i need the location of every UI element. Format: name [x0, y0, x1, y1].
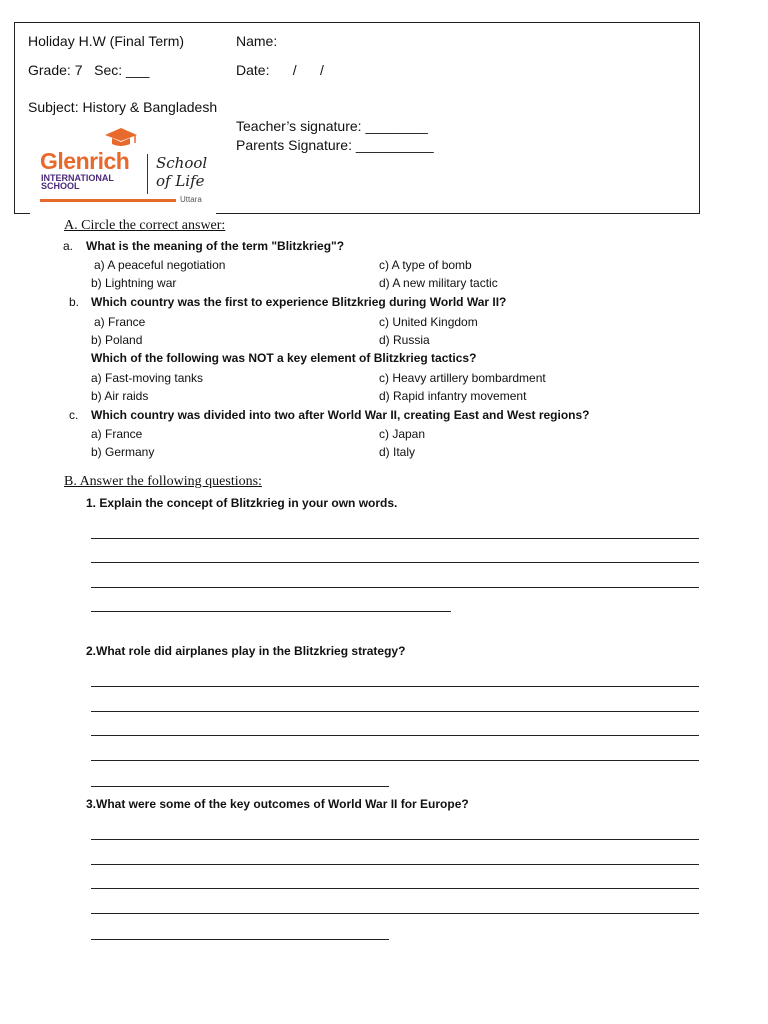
option-a: a) France — [91, 427, 143, 441]
answer-line[interactable] — [91, 562, 699, 563]
logo-line1: INTERNATIONAL — [41, 173, 114, 183]
option-c: c) United Kingdom — [379, 315, 478, 329]
option-d: d) A new military tactic — [379, 276, 498, 290]
logo-underline — [40, 199, 176, 202]
question-text: 2.What role did airplanes play in the Blitzkrieg strategy? — [86, 644, 406, 658]
question-marker: b. — [69, 295, 80, 309]
option-b: b) Germany — [91, 445, 155, 459]
option-a: a) A peaceful negotiation — [94, 258, 226, 272]
grade-label: Grade: 7 Sec: ___ — [28, 62, 150, 78]
graduation-cap-icon — [104, 126, 138, 148]
answer-line[interactable] — [91, 839, 699, 840]
answer-line[interactable] — [91, 760, 699, 761]
option-c: c) Japan — [379, 427, 426, 441]
logo-tagline-1: School — [156, 154, 208, 172]
option-b: b) Air raids — [91, 389, 149, 403]
answer-line[interactable] — [91, 939, 389, 940]
option-d: d) Italy — [379, 445, 416, 459]
question-text: Which country was the first to experience Blitzkrieg during World War II? — [91, 295, 507, 309]
logo-divider — [147, 154, 148, 194]
option-b: b) Poland — [91, 333, 143, 347]
answer-line[interactable] — [91, 538, 699, 539]
teacher-signature-label: Teacher’s signature: ________ — [236, 118, 428, 134]
option-c: c) A type of bomb — [379, 258, 472, 272]
answer-line[interactable] — [91, 587, 699, 588]
option-c: c) Heavy artillery bombardment — [379, 371, 546, 385]
logo-campus: Uttara — [180, 195, 202, 204]
logo-tagline-2: of Life — [156, 172, 205, 190]
option-d: d) Russia — [379, 333, 430, 347]
date-label: Date: / / — [236, 62, 324, 78]
answer-line[interactable] — [91, 786, 389, 787]
answer-line[interactable] — [91, 864, 699, 865]
question-text: Which of the following was NOT a key element of Blitzkrieg tactics? — [91, 351, 477, 365]
logo-line2: SCHOOL — [41, 181, 80, 191]
question-text: 3.What were some of the key outcomes of World War II for Europe? — [86, 797, 469, 811]
question-text: What is the meaning of the term "Blitzkrieg"? — [86, 239, 345, 253]
option-d: d) Rapid infantry movement — [379, 389, 527, 403]
section-a-title: A. Circle the correct answer: — [64, 218, 226, 233]
parents-signature-label: Parents Signature: __________ — [236, 137, 434, 153]
option-a: a) Fast-moving tanks — [91, 371, 204, 385]
answer-line[interactable] — [91, 735, 699, 736]
subject-label: Subject: History & Bangladesh — [28, 99, 218, 115]
section-b-title: B. Answer the following questions: — [64, 474, 262, 489]
school-logo — [30, 118, 216, 214]
logo-brand: Glenrich — [40, 148, 130, 174]
answer-line[interactable] — [91, 686, 699, 687]
worksheet-title: Holiday H.W (Final Term) — [28, 33, 185, 49]
question-text: 1. Explain the concept of Blitzkrieg in your own words. — [86, 496, 398, 510]
answer-line[interactable] — [91, 913, 699, 914]
option-a: a) France — [94, 315, 146, 329]
name-label: Name: — [236, 33, 278, 49]
question-marker: c. — [69, 408, 79, 422]
question-marker: a. — [63, 239, 74, 253]
question-text: Which country was divided into two after World War II, creating East and West regions? — [91, 408, 590, 422]
answer-line[interactable] — [91, 611, 451, 612]
option-b: b) Lightning war — [91, 276, 177, 290]
answer-line[interactable] — [91, 888, 699, 889]
answer-line[interactable] — [91, 711, 699, 712]
